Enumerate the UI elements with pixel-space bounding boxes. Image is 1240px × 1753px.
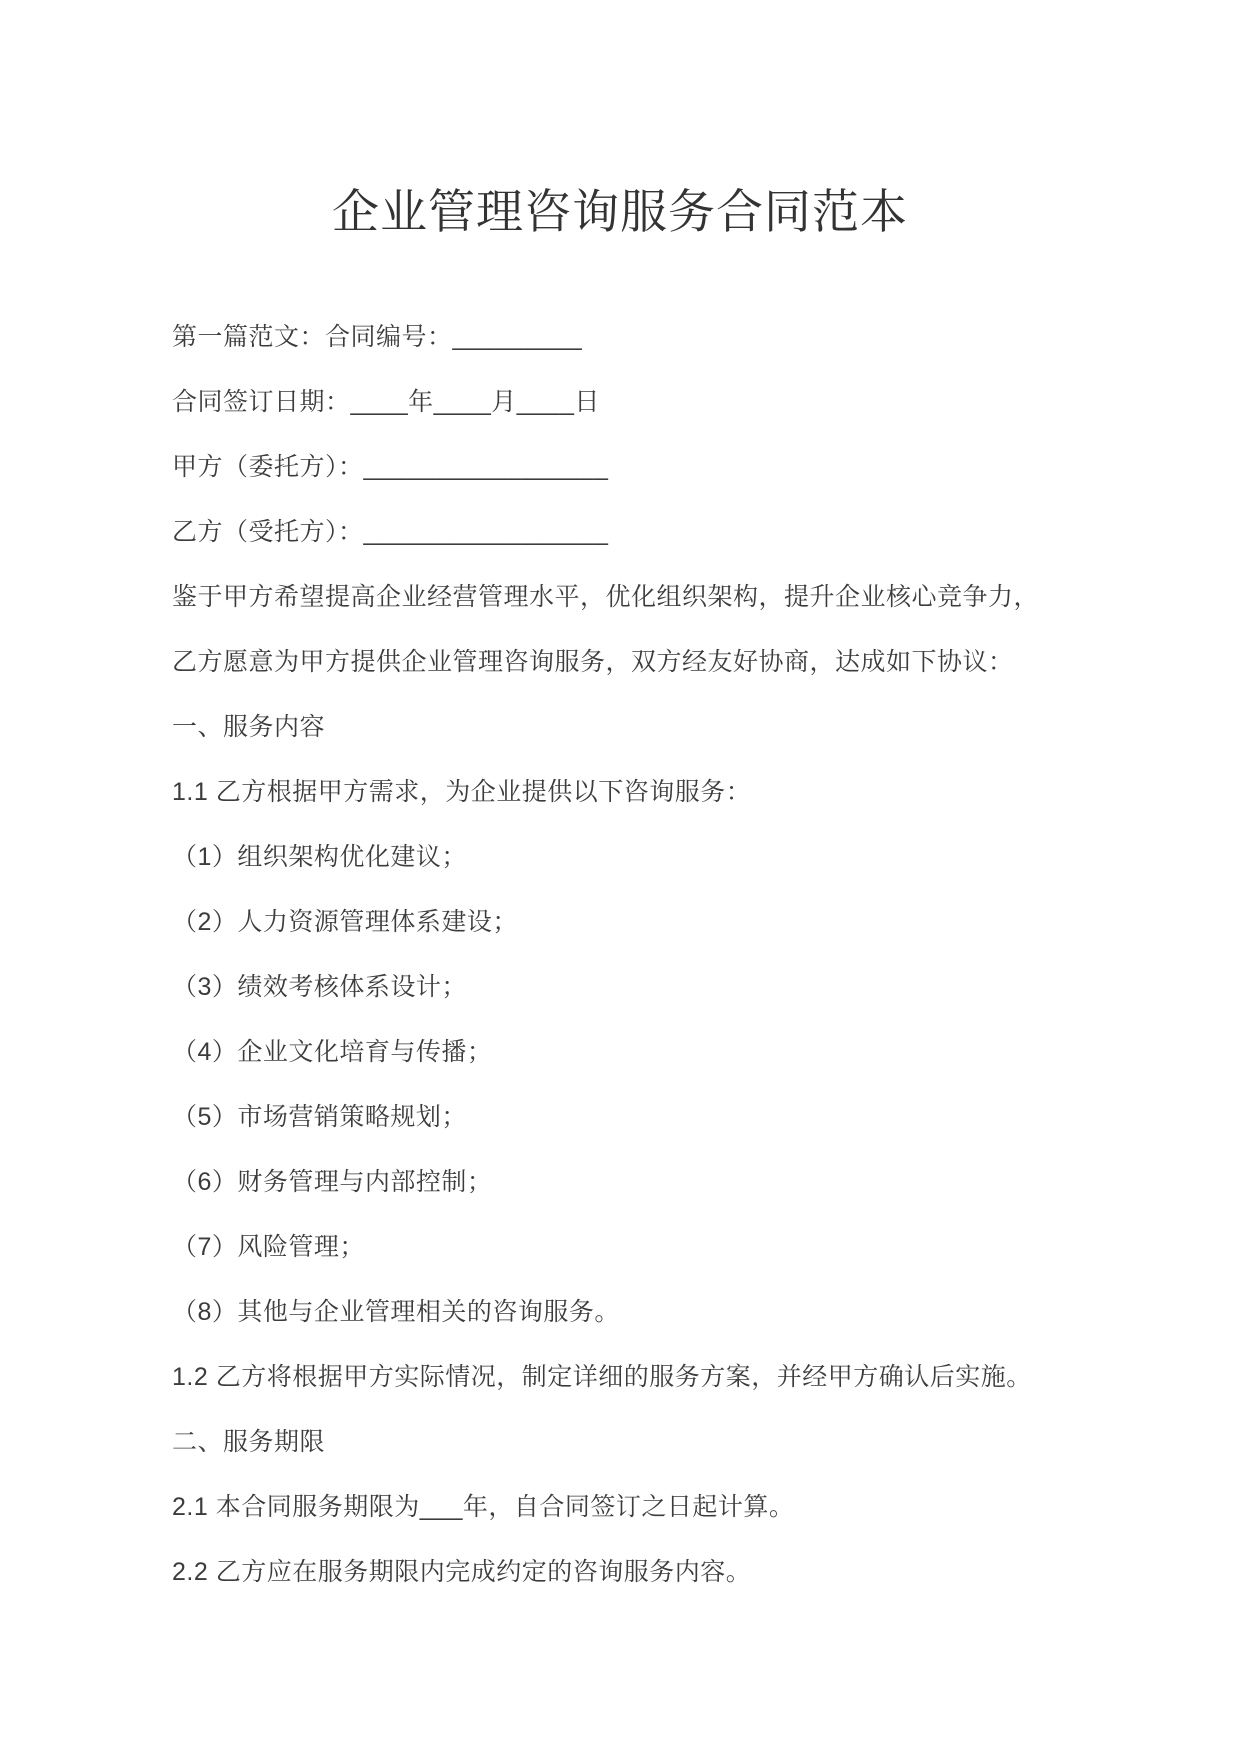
line-opening-contract-number: 第一篇范文：合同编号：_________ [172, 323, 583, 351]
line-party-b: 乙方（受托方）：_________________ [172, 518, 609, 546]
line-service-item-6: （6）财务管理与内部控制； [172, 1168, 493, 1196]
line-service-item-3: （3）绩效考核体系设计； [172, 973, 467, 1001]
line-clause-2-2: 2.2 乙方应在服务期限内完成约定的咨询服务内容。 [172, 1558, 752, 1586]
line-clause-2-1: 2.1 本合同服务期限为___年，自合同签订之日起计算。 [172, 1493, 795, 1521]
line-service-item-4: （4）企业文化培育与传播； [172, 1038, 493, 1066]
line-service-item-5: （5）市场营销策略规划； [172, 1103, 467, 1131]
line-service-item-2: （2）人力资源管理体系建设； [172, 908, 518, 936]
heading-section-1-service-content: 一、服务内容 [172, 713, 326, 741]
heading-section-2-service-term: 二、服务期限 [172, 1428, 326, 1456]
document-body [0, 241, 1240, 1605]
line-party-a: 甲方（委托方）：_________________ [172, 453, 609, 481]
line-service-item-7: （7）风险管理； [172, 1233, 365, 1261]
line-clause-1-2: 1.2 乙方将根据甲方实际情况，制定详细的服务方案，并经甲方确认后实施。 [172, 1363, 1032, 1391]
line-service-item-1: （1）组织架构优化建议； [172, 843, 467, 871]
line-clause-1-1: 1.1 乙方根据甲方需求，为企业提供以下咨询服务： [172, 778, 752, 806]
line-service-item-8: （8）其他与企业管理相关的咨询服务。 [172, 1298, 620, 1326]
line-preamble-2: 乙方愿意为甲方提供企业管理咨询服务，双方经友好协商，达成如下协议： [172, 648, 1014, 676]
line-signing-date: 合同签订日期：____年____月____日 [172, 388, 600, 416]
line-preamble-1: 鉴于甲方希望提高企业经营管理水平，优化组织架构，提升企业核心竞争力， [172, 583, 1040, 611]
document-title: 企业管理咨询服务合同范本 [332, 185, 908, 238]
